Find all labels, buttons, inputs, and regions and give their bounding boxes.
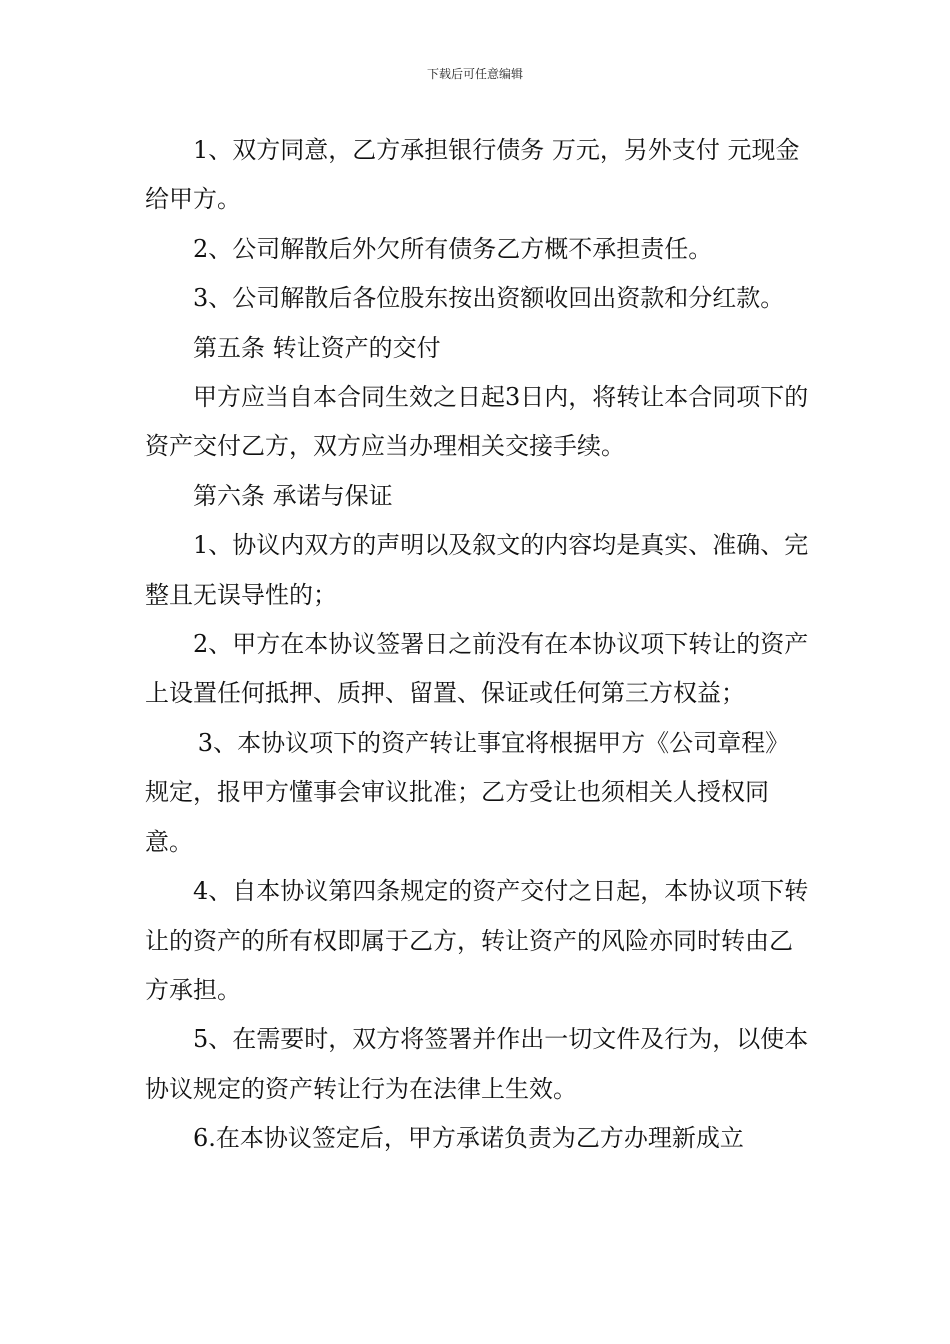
section-heading: 第六条 承诺与保证 bbox=[193, 481, 393, 510]
clause-paragraph: 甲方应当自本合同生效之日起3日内，将转让本合同项下的资产交付乙方，双方应当办理相关交接手续。 bbox=[145, 383, 809, 461]
clause-paragraph: 3、公司解散后各位股东按出资额收回出资款和分红款。 bbox=[193, 284, 785, 313]
clause-paragraph: 1、双方同意，乙方承担银行债务 万元，另外支付 元现金给甲方。 bbox=[145, 136, 800, 214]
document-body bbox=[145, 126, 810, 1164]
page-header: 下载后可任意编辑 bbox=[426, 67, 523, 81]
section-heading: 第五条 转让资产的交付 bbox=[193, 333, 441, 362]
clause-paragraph: 6.在本协议签定后，甲方承诺负责为乙方办理新成立 bbox=[193, 1124, 744, 1153]
clause-paragraph: 4、自本协议第四条规定的资产交付之日起，本协议项下转让的资产的所有权即属于乙方，转让资产的风险亦同时转由乙方承担。 bbox=[145, 877, 809, 1004]
clause-paragraph: 2、公司解散后外欠所有债务乙方概不承担责任。 bbox=[193, 234, 713, 263]
clause-paragraph: 2、甲方在本协议签署日之前没有在本协议项下转让的资产上设置任何抵押、质押、留置、保证或任何第三方权益； bbox=[145, 630, 809, 708]
clause-paragraph: 1、协议内双方的声明以及叙文的内容均是真实、准确、完整且无误导性的； bbox=[145, 531, 809, 609]
clause-paragraph: 5、在需要时，双方将签署并作出一切文件及行为，以使本协议规定的资产转让行为在法律上生效。 bbox=[145, 1025, 809, 1103]
clause-paragraph: 3、本协议项下的资产转让事宜将根据甲方《公司章程》规定，报甲方懂事会审议批准；乙方受让也须相关人授权同意。 bbox=[145, 728, 790, 856]
